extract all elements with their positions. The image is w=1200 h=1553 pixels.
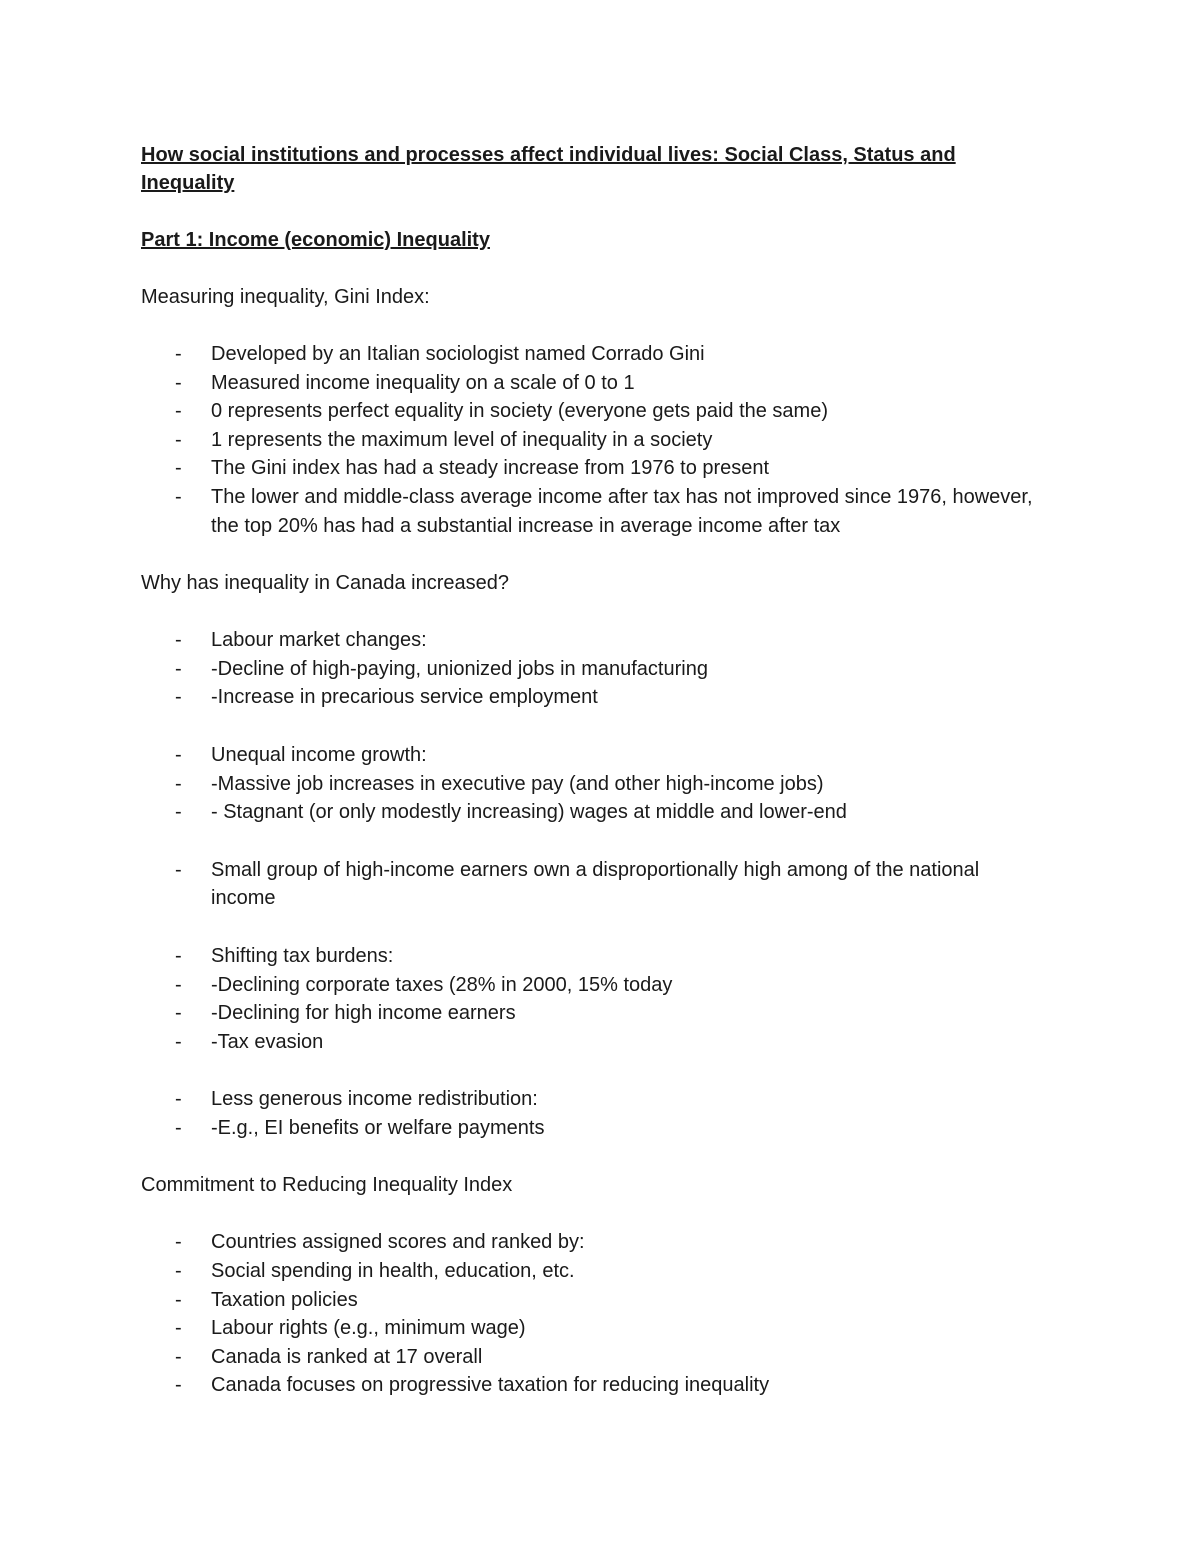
list-item-text: Labour rights (e.g., minimum wage) — [211, 1317, 526, 1340]
bullet-list — [141, 340, 1041, 540]
document-title: How social institutions and processes affect individual lives: Social Class, Status and Inequality — [141, 144, 956, 194]
bullet-dash: - — [175, 400, 182, 423]
bullet-dash: - — [175, 1231, 182, 1254]
list-item-text: Social spending in health, education, etc. — [211, 1260, 575, 1283]
bullet-dash: - — [175, 371, 182, 394]
list-item — [141, 369, 1041, 398]
bullet-dash: - — [175, 457, 182, 480]
bullet-list — [141, 1085, 1041, 1142]
section-label: Commitment to Reducing Inequality Index — [141, 1174, 513, 1197]
bullet-dash: - — [175, 1116, 182, 1139]
bullet-dash: - — [175, 1030, 182, 1053]
list-item-text: Unequal income growth: — [211, 743, 427, 766]
list-item — [141, 655, 1041, 684]
list-item-text: -Massive job increases in executive pay (and other high-income jobs) — [211, 772, 824, 795]
bullet-dash: - — [175, 657, 182, 680]
bullet-list — [141, 942, 1041, 1056]
bullet-list — [141, 626, 1041, 712]
list-item — [141, 1228, 1041, 1257]
list-item-text: Taxation policies — [211, 1288, 358, 1311]
list-item — [141, 1028, 1041, 1057]
bullet-dash: - — [175, 1345, 182, 1368]
list-item-text: Canada is ranked at 17 overall — [211, 1345, 483, 1368]
list-item — [141, 856, 1041, 913]
bullet-dash: - — [175, 1260, 182, 1283]
list-item — [141, 1371, 1041, 1400]
list-item — [141, 1314, 1041, 1343]
bullet-dash: - — [175, 743, 182, 766]
bullet-dash: - — [175, 1002, 182, 1025]
bullet-dash: - — [175, 629, 182, 652]
bullet-dash: - — [175, 343, 182, 365]
list-item — [141, 942, 1041, 971]
bullet-list — [141, 1228, 1041, 1400]
list-item — [141, 1085, 1041, 1114]
bullet-dash: - — [175, 772, 182, 795]
section-label: Measuring inequality, Gini Index: — [141, 286, 430, 308]
bullet-dash: - — [175, 973, 182, 996]
list-item-text: The Gini index has had a steady increase from 1976 to present — [211, 457, 770, 480]
bullet-dash: - — [175, 944, 182, 967]
list-item — [141, 483, 1041, 540]
bullet-dash: - — [175, 485, 182, 508]
list-item — [141, 741, 1041, 770]
list-item-text: -E.g., EI benefits or welfare payments — [211, 1116, 545, 1139]
bullet-dash: - — [175, 686, 182, 709]
list-item — [141, 971, 1041, 1000]
section-label: Why has inequality in Canada increased? — [141, 572, 509, 595]
list-item-text: The lower and middle-class average income after tax has not improved since 1976, however, the top 20% has had a substantial increase in average income after tax — [211, 485, 1033, 537]
list-item — [141, 340, 1041, 369]
bullet-list — [141, 741, 1041, 827]
list-item — [141, 683, 1041, 712]
list-item-text: Canada focuses on progressive taxation for reducing inequality — [211, 1374, 770, 1397]
list-item-text: 1 represents the maximum level of inequality in a society — [211, 428, 713, 451]
list-item-text: -Declining for high income earners — [211, 1002, 516, 1025]
list-item — [141, 626, 1041, 655]
part-1-heading: Part 1: Income (economic) Inequality — [141, 229, 490, 251]
bullet-dash: - — [175, 858, 182, 881]
list-item — [141, 1343, 1041, 1372]
list-item-text: Less generous income redistribution: — [211, 1088, 538, 1111]
list-item — [141, 454, 1041, 483]
list-item — [141, 770, 1041, 799]
list-item-text: -Increase in precarious service employment — [211, 686, 598, 709]
list-item-text: -Tax evasion — [211, 1030, 324, 1053]
list-item-text: 0 represents perfect equality in society (everyone gets paid the same) — [211, 400, 828, 423]
list-item-text: -Decline of high-paying, unionized jobs in manufacturing — [211, 657, 708, 680]
list-item — [141, 798, 1041, 827]
list-item-text: Measured income inequality on a scale of 0 to 1 — [211, 371, 635, 394]
list-item-text: Shifting tax burdens: — [211, 944, 394, 967]
bullet-dash: - — [175, 1317, 182, 1340]
list-item-text: -Declining corporate taxes (28% in 2000, 15% today — [211, 973, 673, 996]
list-item-text: Developed by an Italian sociologist named Corrado Gini — [211, 343, 705, 365]
bullet-dash: - — [175, 801, 182, 824]
list-item-text: - Stagnant (or only modestly increasing) wages at middle and lower-end — [211, 801, 847, 824]
document-body — [141, 141, 1041, 1400]
list-item-text: Countries assigned scores and ranked by: — [211, 1231, 585, 1254]
bullet-dash: - — [175, 1088, 182, 1111]
list-item — [141, 999, 1041, 1028]
list-item-text: Small group of high-income earners own a disproportionally high among of the national income — [211, 858, 980, 910]
list-item — [141, 1286, 1041, 1315]
bullet-dash: - — [175, 428, 182, 451]
list-item — [141, 1114, 1041, 1143]
bullet-list — [141, 856, 1041, 913]
bullet-dash: - — [175, 1288, 182, 1311]
list-item — [141, 426, 1041, 455]
list-item — [141, 1257, 1041, 1286]
bullet-dash: - — [175, 1374, 182, 1397]
list-item — [141, 397, 1041, 426]
list-item-text: Labour market changes: — [211, 629, 427, 652]
